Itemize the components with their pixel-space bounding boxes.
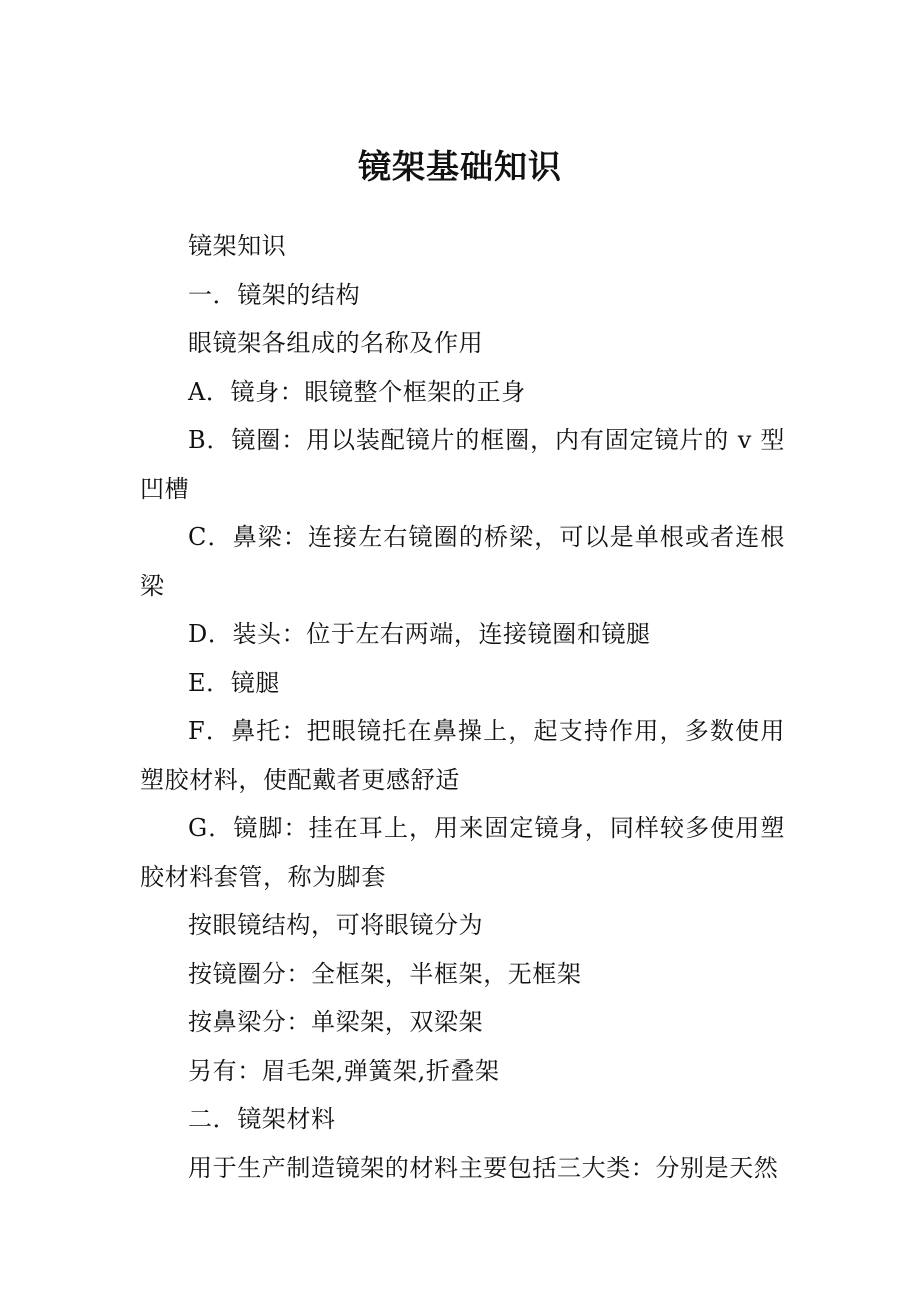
paragraph-other-types: 另有：眉毛架,弹簧架,折叠架 — [188, 1056, 500, 1085]
list-item-bridge: C．鼻梁：连接左右镜圈的桥梁，可以是单根或者连根梁 — [140, 523, 785, 600]
list-item-frame-body: A．镜身：眼镜整个框架的正身 — [188, 377, 526, 406]
paragraph-component-names: 眼镜架各组成的名称及作用 — [188, 329, 484, 357]
section-heading-materials: 二．镜架材料 — [188, 1105, 336, 1133]
list-item-temple: E．镜腿 — [188, 668, 280, 697]
list-item-nose-pad: F．鼻托：把眼镜托在鼻操上，起支持作用，多数使用塑胶材料，使配戴者更感舒适 — [140, 717, 785, 794]
paragraph-materials-intro: 用于生产制造镜架的材料主要包括三大类：分别是天然 — [188, 1153, 779, 1182]
list-item-rim: B．镜圈：用以装配镜片的框圈，内有固定镜片的 v 型凹槽 — [140, 426, 785, 503]
section-heading-structure: 一．镜架的结构 — [188, 280, 361, 309]
document-body — [140, 222, 785, 1192]
list-item-temple-tip: G．镜脚：挂在耳上，用来固定镜身，同样较多使用塑胶材料套管，称为脚套 — [140, 814, 785, 891]
paragraph-classification-intro: 按眼镜结构，可将眼镜分为 — [188, 911, 484, 939]
paragraph-by-rim: 按镜圈分：全框架，半框架，无框架 — [188, 959, 582, 988]
paragraph-frame-knowledge: 镜架知识 — [188, 232, 287, 260]
list-item-end-piece: D．装头：位于左右两端，连接镜圈和镜腿 — [188, 620, 651, 648]
document-title: 镜架基础知识 — [358, 147, 562, 186]
paragraph-by-bridge: 按鼻梁分：单梁架，双梁架 — [188, 1008, 484, 1036]
